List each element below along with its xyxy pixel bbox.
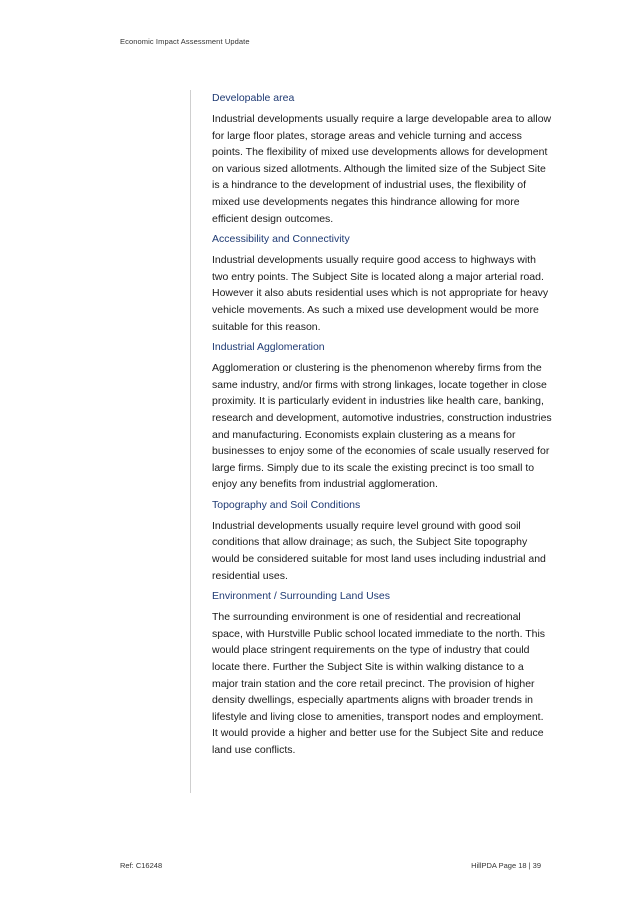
section-paragraph: The surrounding environment is one of residential and recreational space, with Hurstville Public school located immediate to the north. This would place stringent requirements on the type of industry that could locate there. Further the Subject Site is within walking distance to a major train station and the core retail precinct. The provision of higher density dwellings, especially apartments aligns with broader trends in lifestyle and living close to amenities, transport nodes and employment. It would provide a higher and better use for the Subject Site and reduce land use conflicts.	[212, 611, 546, 756]
section-paragraph: Industrial developments usually require good access to highways with two entry points. The Subject Site is located along a major arterial road. However it also abuts residential uses which is not appropriate for heavy vehicle movements. As such a mixed use development would be more suitable for this reason.	[212, 254, 549, 333]
section-heading: Accessibility and Connectivity	[212, 233, 350, 246]
section-paragraph: Agglomeration or clustering is the phenomenon whereby firms from the same industry, and/or firms with strong linkages, locate together in close proximity. It is particularly evident in industries like health care, banking, research and development, automotive industries, construction industries and manufacturing. Economists explain clustering as a means for businesses to enjoy some of the economies of scale usually reserved for large firms. Simply due to its scale the existing precinct is too small to enjoy any benefits from industrial agglomeration.	[212, 362, 552, 491]
section-developable-area	[212, 91, 552, 227]
section-accessibility	[212, 232, 552, 335]
section-environment	[212, 589, 552, 758]
section-topography	[212, 498, 552, 584]
footer-reference: Ref: C16248	[120, 861, 163, 870]
page-header: Economic Impact Assessment Update	[120, 37, 250, 46]
section-paragraph: Industrial developments usually require a large developable area to allow for large floor plates, storage areas and vehicle turning and access points. The flexibility of mixed use developments allows for development on various sized allotments. Although the limited size of the Subject Site is a hindrance to the development of industrial uses, the flexibility of mixed use developments negates this hindrance allowing for more efficient design outcomes.	[212, 113, 552, 225]
section-heading: Developable area	[212, 92, 295, 104]
section-heading: Industrial Agglomeration	[212, 341, 325, 354]
document-body	[212, 91, 552, 764]
section-agglomeration	[212, 340, 552, 493]
section-paragraph: Industrial developments usually require level ground with good soil conditions that allow drainage; as such, the Subject Site topography would be considered suitable for most land uses including industrial and residential uses.	[212, 519, 546, 582]
content-divider	[190, 90, 191, 793]
footer-page-number: HillPDA Page 18 | 39	[471, 861, 541, 870]
section-heading: Topography and Soil Conditions	[212, 498, 361, 511]
section-heading: Environment / Surrounding Land Uses	[212, 590, 391, 603]
